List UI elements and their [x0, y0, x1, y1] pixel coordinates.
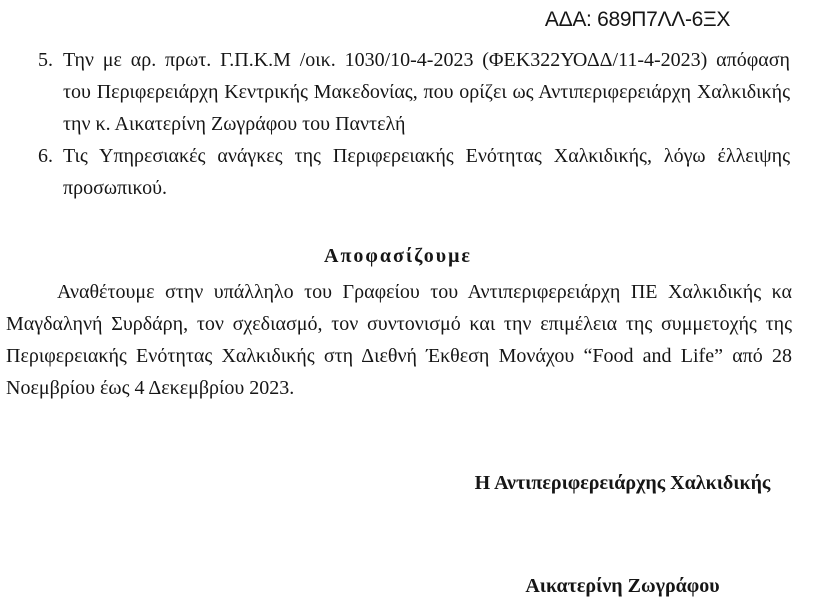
- decision-paragraph: Αναθέτουμε στην υπάλληλο του Γραφείου του Αντιπεριφερειάρχη ΠΕ Χαλκιδικής κα Μαγδαληνή Συρδάρη, τον σχεδιασμό, τον συντονισμό και την επιμέλεια της συμμετοχής της Περιφερειακής Ενότητας Χαλκιδικής στη Διεθνή Έκθεση Μονάχου “Food and Life” από 28 Νοεμβρίου έως 4 Δεκεμβρίου 2023.: [6, 281, 792, 399]
- decision-heading: Αποφασίζουμε: [324, 245, 472, 267]
- ada-code: ΑΔΑ: 689Π7ΛΛ-6ΞΧ: [544, 8, 731, 31]
- numbered-list: [38, 44, 790, 204]
- list-item-text: Τις Υπηρεσιακές ανάγκες της Περιφερειακής Ενότητας Χαλκιδικής, λόγω έλλειψης προσωπικού.: [63, 145, 790, 199]
- list-item: [38, 140, 790, 204]
- list-item-number: 6.: [38, 145, 53, 167]
- list-item-number: 5.: [38, 49, 53, 71]
- signature-title: Η Αντιπεριφερειάρχης Χαλκιδικής: [474, 472, 771, 494]
- signature-name: Αικατερίνη Ζωγράφου: [525, 575, 720, 597]
- list-item-text: Την με αρ. πρωτ. Γ.Π.Κ.Μ /οικ. 1030/10-4-2023 (ΦΕΚ322ΥΟΔΔ/11-4-2023) απόφαση του Περιφερειάρχη Κεντρικής Μακεδονίας, που ορίζει ως Αντιπεριφερειάρχη Χαλκιδικής την κ. Αικατερίνη Ζωγράφου του Παντελή: [63, 49, 790, 135]
- list-item: [38, 44, 790, 140]
